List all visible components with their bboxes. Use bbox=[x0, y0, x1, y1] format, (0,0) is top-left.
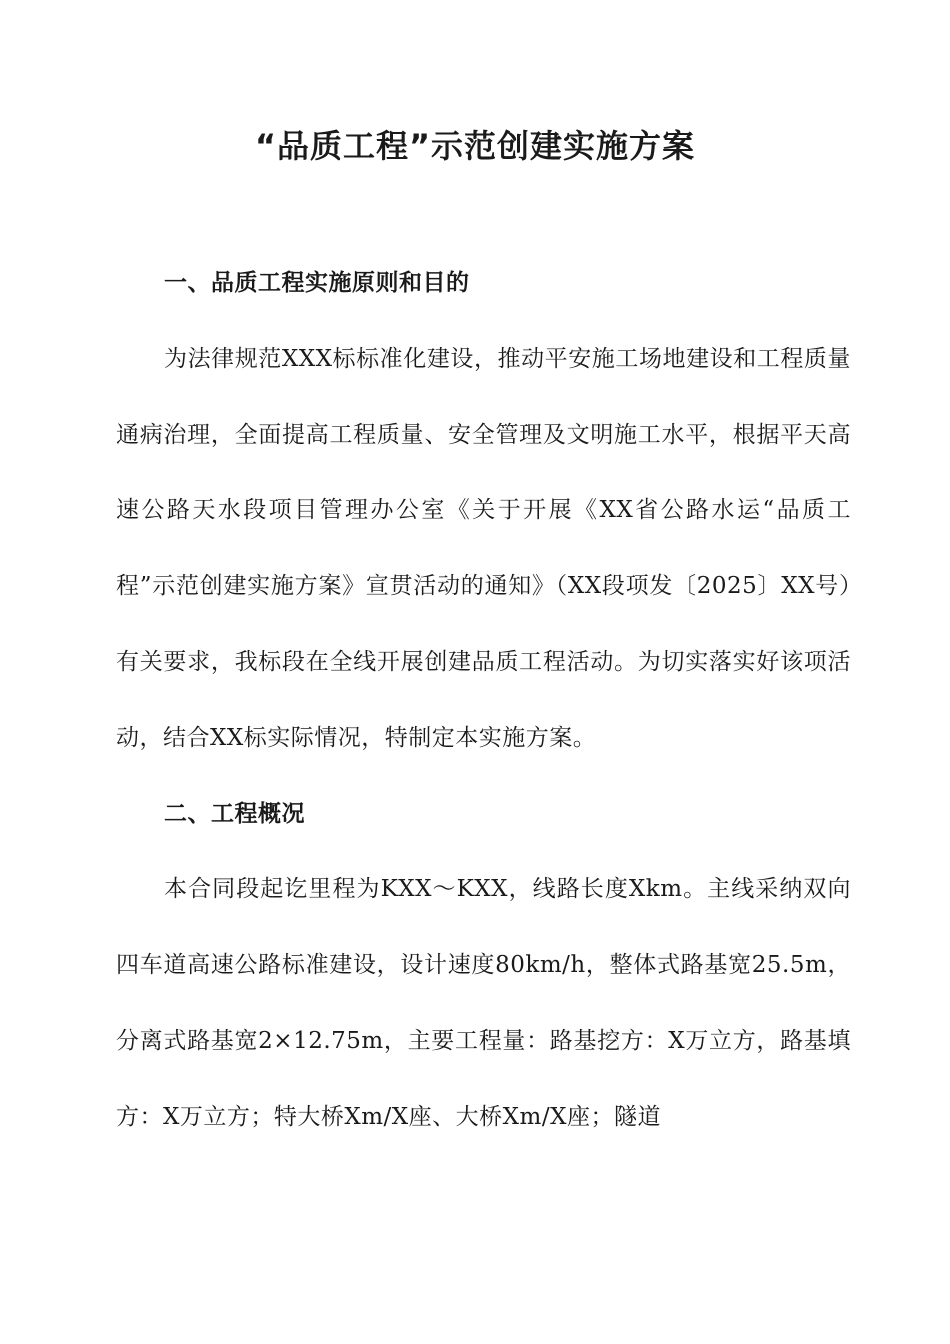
document-title: “品质工程”示范创建实施方案 bbox=[254, 127, 696, 165]
document-body bbox=[116, 246, 851, 1156]
section-heading-overview: 二、工程概况 bbox=[164, 800, 305, 827]
section-paragraph-overview: 本合同段起讫里程为KXX～KXX，线路长度Xkm。主线采纳双向四车道高速公路标准建设，设计速度80km/h，整体式路基宽25.5m，分离式路基宽2×12.75m，主要工程量：路基挖方：X万立方，路基填方：X万立方；特大桥Xm/X座、大桥Xm/X座；隧道 bbox=[116, 876, 851, 1130]
section-heading-principles: 一、品质工程实施原则和目的 bbox=[164, 270, 470, 296]
section-paragraph-principles: 为法律规范XXX标标准化建设，推动平安施工场地建设和工程质量通病治理，全面提高工程质量、安全管理及文明施工水平，根据平天高速公路天水段项目管理办公室《关于开展《XX省公路水运“品质工程”示范创建实施方案》宣贯活动的通知》（XX段项发〔2025〕XX号）有关要求，我标段在全线开展创建品质工程活动。为切实落实好该项活动，结合XX标实际情况，特制定本实施方案。 bbox=[116, 345, 851, 751]
